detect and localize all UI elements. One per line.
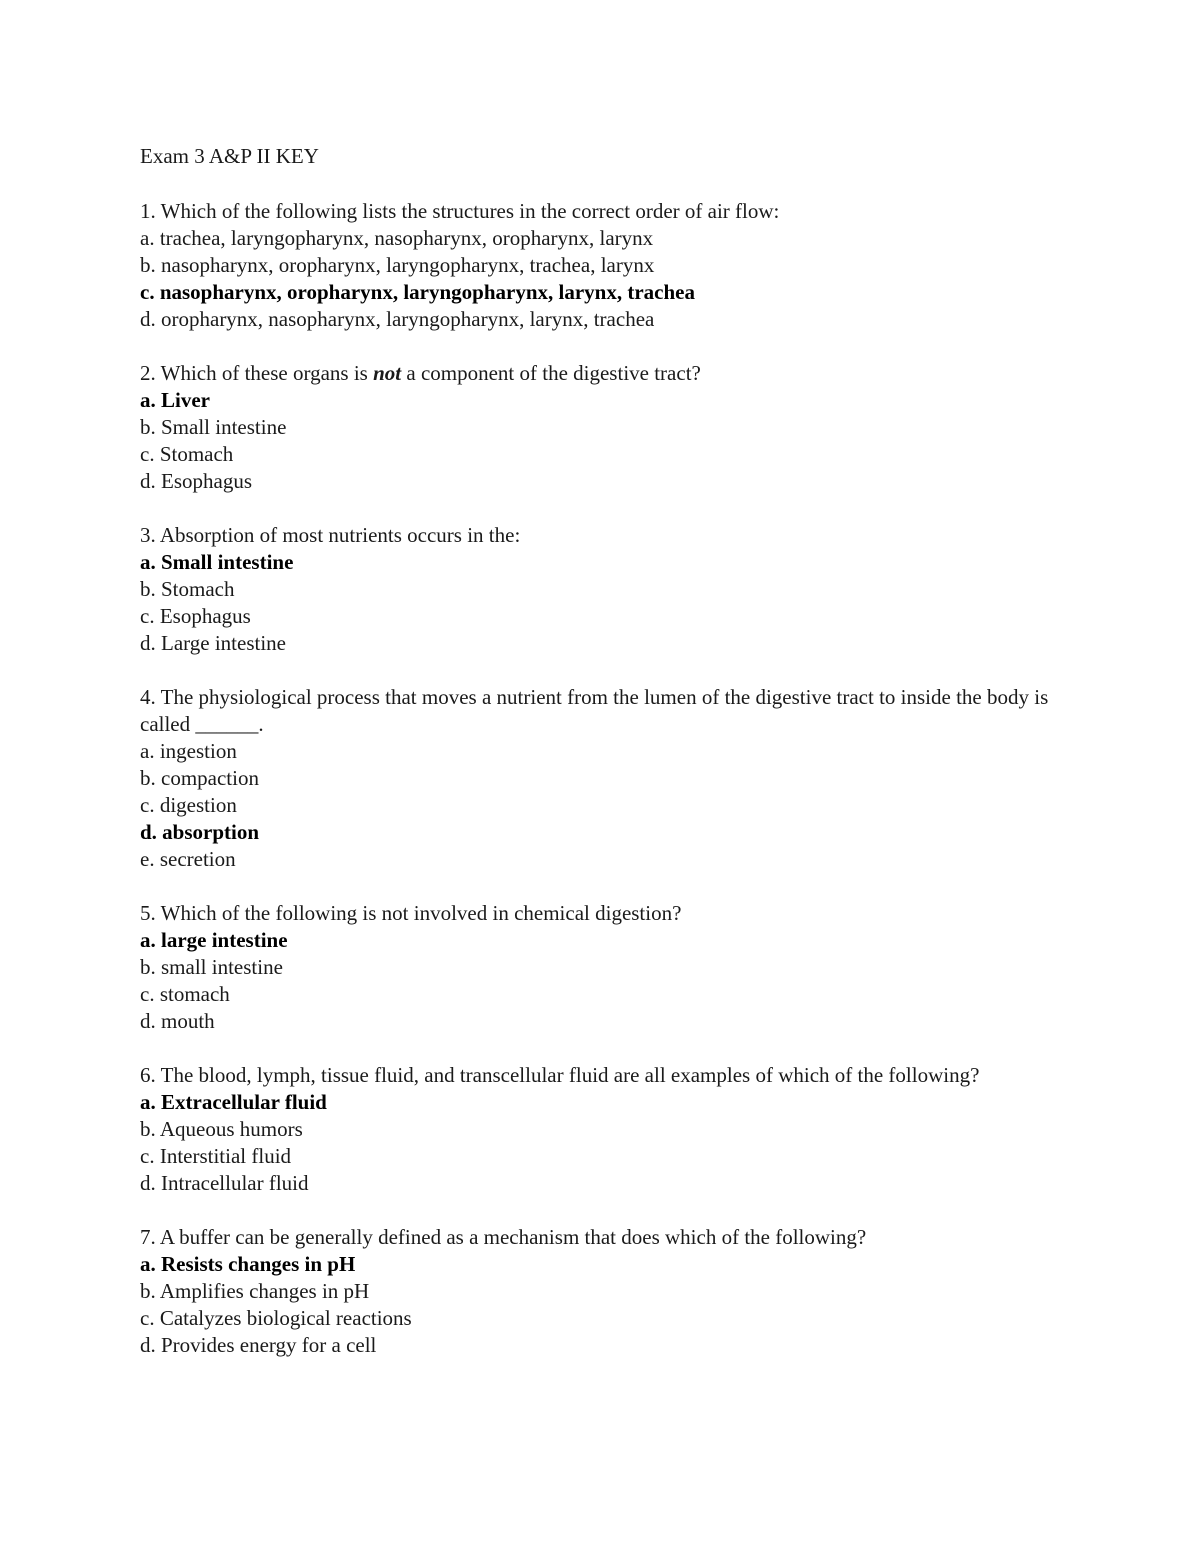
question-stem: 5. Which of the following is not involved in chemical digestion? xyxy=(140,901,682,925)
document-title: Exam 3 A&P II KEY xyxy=(140,144,319,168)
correct-answer-option: a. Extracellular fluid xyxy=(140,1090,327,1114)
answer-option: c. Interstitial fluid xyxy=(140,1144,292,1168)
question-4 xyxy=(140,684,1080,873)
answer-option: e. secretion xyxy=(140,847,236,871)
question-stem xyxy=(140,360,1080,387)
correct-answer-option: a. Liver xyxy=(140,388,210,412)
question-6 xyxy=(140,1062,1080,1197)
question-1 xyxy=(140,198,1080,333)
correct-answer-option: a. Resists changes in pH xyxy=(140,1252,356,1276)
question-stem: 7. A buffer can be generally defined as a mechanism that does which of the following? xyxy=(140,1225,867,1249)
question-5 xyxy=(140,900,1080,1035)
question-stem-end: a component of the digestive tract? xyxy=(401,361,701,385)
answer-option: b. small intestine xyxy=(140,955,283,979)
question-7 xyxy=(140,1224,1080,1359)
answer-option: d. Provides energy for a cell xyxy=(140,1333,377,1357)
question-stem: 4. The physiological process that moves a nutrient from the lumen of the digestive tract to inside the body is called ______. xyxy=(140,685,1049,736)
correct-answer-option: a. Small intestine xyxy=(140,550,294,574)
answer-option: b. compaction xyxy=(140,766,259,790)
answer-option: d. mouth xyxy=(140,1009,215,1033)
answer-option: c. Stomach xyxy=(140,442,234,466)
question-stem: 1. Which of the following lists the structures in the correct order of air flow: xyxy=(140,199,780,223)
question-stem-emphasis: not xyxy=(373,361,402,385)
question-stem: 6. The blood, lymph, tissue fluid, and transcellular fluid are all examples of which of the following? xyxy=(140,1063,980,1087)
correct-answer-option: c. nasopharynx, oropharynx, laryngopharynx, larynx, trachea xyxy=(140,280,695,304)
answer-option: c. Esophagus xyxy=(140,604,251,628)
answer-option: d. Large intestine xyxy=(140,631,286,655)
answer-option: d. Intracellular fluid xyxy=(140,1171,309,1195)
question-2 xyxy=(140,360,1080,495)
answer-option: c. stomach xyxy=(140,982,230,1006)
answer-option: d. oropharynx, nasopharynx, laryngopharynx, larynx, trachea xyxy=(140,307,655,331)
answer-option: a. ingestion xyxy=(140,739,237,763)
answer-option: b. Amplifies changes in pH xyxy=(140,1279,370,1303)
answer-option: b. nasopharynx, oropharynx, laryngopharynx, trachea, larynx xyxy=(140,253,655,277)
question-3 xyxy=(140,522,1080,657)
document-content xyxy=(140,143,1080,1386)
answer-option: c. digestion xyxy=(140,793,237,817)
answer-option: d. Esophagus xyxy=(140,469,252,493)
correct-answer-option: d. absorption xyxy=(140,820,260,844)
answer-option: b. Stomach xyxy=(140,577,235,601)
answer-option: c. Catalyzes biological reactions xyxy=(140,1306,412,1330)
answer-option: b. Aqueous humors xyxy=(140,1117,303,1141)
answer-option: b. Small intestine xyxy=(140,415,287,439)
question-stem: 3. Absorption of most nutrients occurs in the: xyxy=(140,523,521,547)
answer-option: a. trachea, laryngopharynx, nasopharynx, oropharynx, larynx xyxy=(140,226,654,250)
question-stem-start: 2. Which of these organs is xyxy=(140,361,374,385)
correct-answer-option: a. large intestine xyxy=(140,928,288,952)
